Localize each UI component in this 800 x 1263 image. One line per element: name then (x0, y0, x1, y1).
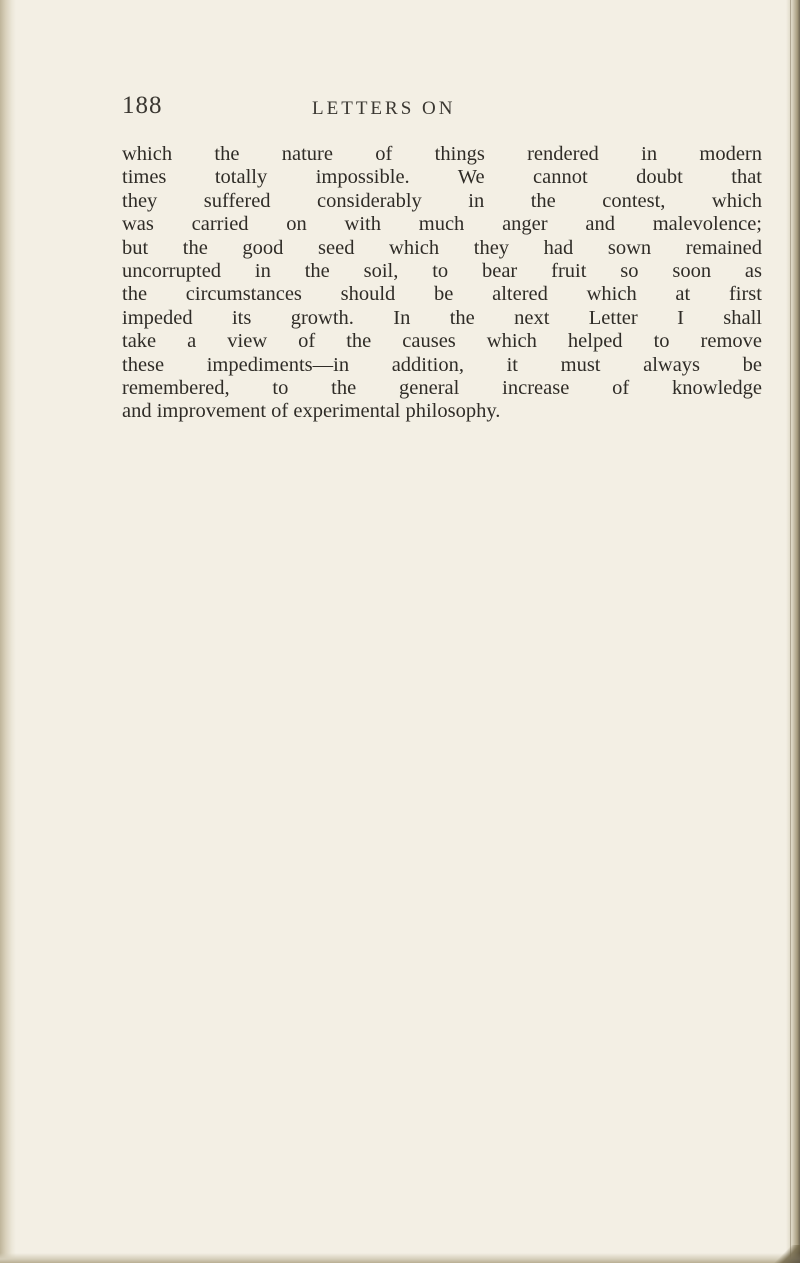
page-edge-right (786, 0, 800, 1263)
text-line: times totally impossible. We cannot doubt that (122, 166, 762, 189)
text-line: the circumstances should be altered which at first (122, 283, 762, 306)
running-head-title: LETTERS ON (312, 98, 456, 119)
text-line: uncorrupted in the soil, to bear fruit so soon as (122, 260, 762, 283)
text-line: they suffered considerably in the contest, which (122, 189, 762, 212)
text-line-last: and improvement of experimental philosophy. (122, 400, 501, 423)
page-edge-line (790, 0, 791, 1263)
text-line: was carried on with much anger and malevolence; (122, 213, 762, 236)
page-corner-wear (774, 1245, 800, 1263)
body-paragraph (122, 143, 762, 424)
text-line: impeded its growth. In the next Letter I shall (122, 306, 762, 329)
text-line: these impediments—in addition, it must always be (122, 353, 762, 376)
text-line: which the nature of things rendered in modern (122, 143, 762, 165)
text-line: but the good seed which they had sown remained (122, 236, 762, 259)
page-edge-bottom (0, 1253, 800, 1263)
running-head (118, 92, 758, 132)
text-line: take a view of the causes which helped to remove (122, 330, 762, 353)
binding-shadow (0, 0, 16, 1263)
text-line: remembered, to the general increase of knowledge (122, 377, 762, 400)
page-number: 188 (122, 92, 163, 119)
